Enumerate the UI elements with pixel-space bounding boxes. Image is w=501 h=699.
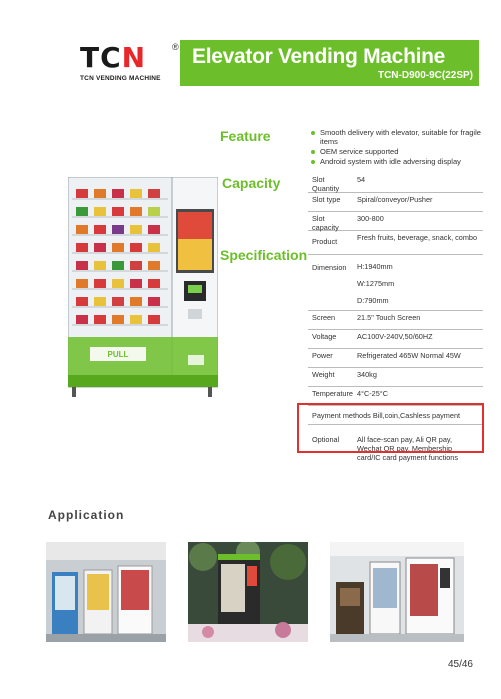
spec-key: Screen xyxy=(312,313,336,322)
spec-row xyxy=(308,231,483,255)
application-photo-office xyxy=(330,542,464,642)
feature-item: Android system with idle adversing display xyxy=(308,157,483,166)
spec-row xyxy=(308,349,483,368)
feature-label: Feature xyxy=(220,128,271,144)
spec-row xyxy=(308,212,483,231)
pull-label: PULL xyxy=(107,350,129,359)
spec-value: 21.5" Touch Screen xyxy=(357,313,421,322)
spec-key: Slot type xyxy=(312,195,341,204)
spec-row xyxy=(308,368,483,387)
spec-row xyxy=(308,173,483,193)
spec-key: Dimension xyxy=(312,263,347,272)
capacity-label: Capacity xyxy=(222,175,281,191)
brand-logo xyxy=(80,41,180,82)
application-photo-mall xyxy=(46,542,166,642)
spec-row xyxy=(308,311,483,330)
spec-row xyxy=(308,193,483,212)
spec-row xyxy=(308,255,483,311)
spec-value: 340kg xyxy=(357,370,377,379)
vending-machine-image xyxy=(68,177,218,399)
spec-row xyxy=(308,330,483,349)
application-heading: Application xyxy=(48,508,125,522)
page-number: 45/46 xyxy=(447,659,473,670)
spec-key: Optional xyxy=(312,435,340,444)
spec-key: Voltage xyxy=(312,332,337,341)
logo-wordmark: TCN xyxy=(80,41,147,74)
spec-value: Refrigerated 465W Normal 45W xyxy=(357,351,461,360)
model-number: TCN-D900-9C(22SP) xyxy=(377,70,473,81)
spec-value: Fresh fruits, beverage, snack, combo xyxy=(357,233,478,242)
spec-value: 4°C-25°C xyxy=(357,389,388,398)
spec-value: H:1940mm W:1275mm D:790mm xyxy=(357,262,395,305)
logo-subtitle: TCN VENDING MACHINE xyxy=(80,75,161,82)
spec-value: All face-scan pay, Ali QR pay, Wechat QR pay, Membership card/IC card payment functions xyxy=(357,435,458,462)
spec-key: Product xyxy=(312,237,338,246)
specification-label: Specification xyxy=(220,247,308,263)
spec-value: 300-800 xyxy=(357,214,384,223)
feature-item: Smooth delivery with elevator, suitable for fragile items xyxy=(308,128,483,146)
spec-key: Power xyxy=(312,351,333,360)
spec-key: Temperature xyxy=(312,389,353,398)
header-banner xyxy=(180,40,479,86)
application-photo-garden xyxy=(188,542,308,642)
spec-value: Spiral/conveyor/Pusher xyxy=(357,195,433,204)
page-title: Elevator Vending Machine xyxy=(192,45,446,68)
spec-key: Slot Quantity xyxy=(312,175,340,193)
optional-highlight-box xyxy=(297,403,484,453)
spec-key: Slot capacity xyxy=(312,214,339,232)
feature-item: OEM service supported xyxy=(308,147,483,156)
feature-list xyxy=(308,128,483,167)
spec-value: 54 xyxy=(357,175,366,184)
payment-methods: Payment methods Bill,coin,Cashless payment xyxy=(308,406,483,425)
registered-mark: ® xyxy=(172,42,179,52)
spec-value: AC100V-240V,50/60HZ xyxy=(357,332,433,341)
spec-key: Weight xyxy=(312,370,335,379)
